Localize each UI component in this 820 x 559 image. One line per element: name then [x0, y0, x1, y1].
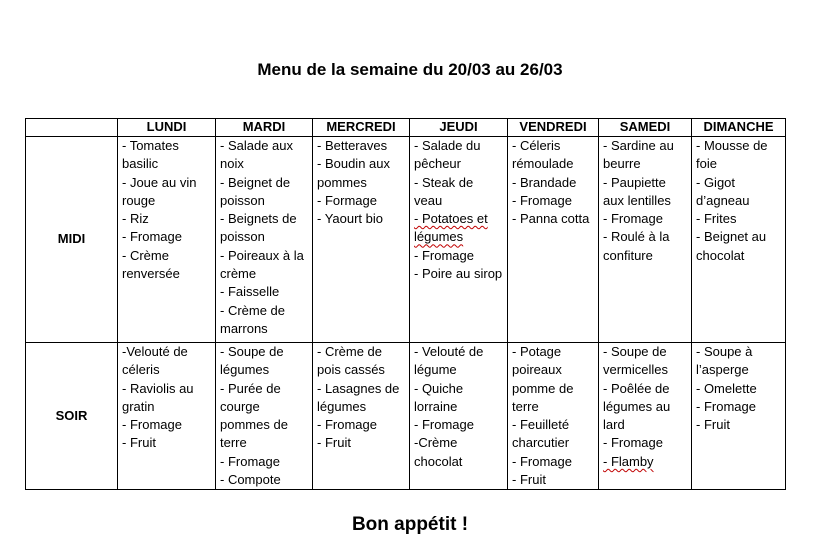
dish-item: - Fromage: [122, 229, 182, 245]
dish-item: - Fruit: [122, 435, 156, 451]
menu-cell: [508, 137, 599, 343]
menu-body: [26, 137, 786, 490]
dish-item: - Poêlée de légumes au lard: [603, 380, 671, 433]
dish-item: - Riz: [122, 211, 149, 227]
dish-item: - Betteraves: [317, 138, 388, 153]
menu-cell: [599, 343, 692, 490]
dish-item: - Céleris rémoulade: [512, 138, 574, 172]
dish-item: - Roulé à la confiture: [603, 229, 670, 263]
header-row: [26, 119, 786, 137]
page-title: Menu de la semaine du 20/03 au 26/03: [257, 60, 563, 79]
dish-item: - Crème de pois cassés: [317, 344, 385, 378]
dish-item: - Yaourt bio: [317, 211, 384, 227]
dish-item: - Fruit: [317, 435, 351, 451]
dish-item: - Fromage: [414, 417, 474, 433]
dish-item: - Brandade: [512, 174, 577, 190]
dish-item: - Salade aux noix: [220, 138, 293, 172]
dish-item: - Soupe de vermicelles: [603, 344, 669, 378]
meal-row-midi: [26, 137, 786, 343]
corner-cell: [26, 119, 118, 137]
dish-item: - Omelette: [696, 380, 757, 396]
dish-item: - Tomates basilic: [122, 138, 179, 172]
dish-item: - Soupe de légumes: [220, 344, 284, 378]
dish-item: - Potage poireaux pomme de terre: [512, 344, 574, 414]
menu-cell: [216, 343, 313, 490]
meal-label: SOIR: [26, 343, 118, 490]
menu-cell: [692, 343, 786, 490]
dish-item: - Crème renversée: [122, 247, 180, 282]
dish-item: - Fromage: [414, 247, 474, 263]
dish-item: - Compote: [220, 472, 281, 488]
dish-item: - Frites: [696, 211, 737, 227]
day-header: VENDREDI: [508, 119, 599, 137]
dish-item: - Boudin aux pommes: [317, 156, 390, 190]
dish-item: - Crème de marrons: [220, 302, 286, 336]
dish-item: - Joue au vin rouge: [122, 174, 197, 208]
dish-item: - Beignet au chocolat: [696, 229, 767, 263]
dish-item: - Mousse de foie: [696, 138, 768, 172]
dish-item: - Flamby: [603, 453, 654, 469]
closing-message: Bon appétit !: [351, 514, 469, 535]
dish-item: -Crème chocolat: [414, 435, 463, 469]
dish-item: - Poire au sirop: [414, 266, 503, 282]
weekly-menu-table: [25, 118, 786, 490]
dish-item: - Potatoes et légumes: [414, 211, 488, 245]
dish-item: - Raviolis au gratin: [122, 380, 194, 414]
dish-item: - Fromage: [512, 453, 572, 469]
dish-item: - Panna cotta: [512, 211, 590, 227]
day-header: LUNDI: [118, 119, 216, 137]
menu-cell: [599, 137, 692, 343]
dish-item: - Salade du pêcheur: [414, 138, 481, 172]
menu-cell: [410, 343, 508, 490]
dish-item: - Fruit: [696, 417, 730, 433]
day-header: JEUDI: [410, 119, 508, 137]
menu-cell: [118, 343, 216, 490]
dish-item: - Poireaux à la crème: [220, 247, 304, 282]
dish-item: - Velouté de légume: [414, 344, 484, 378]
dish-item: - Lasagnes de légumes: [317, 380, 400, 414]
menu-cell: [410, 137, 508, 343]
dish-item: - Fromage: [317, 417, 377, 433]
day-header: SAMEDI: [599, 119, 692, 137]
dish-item: - Fromage: [220, 453, 280, 469]
dish-item: - Fromage: [122, 417, 182, 433]
dish-item: - Quiche lorraine: [414, 380, 464, 414]
dish-item: - Formage: [317, 192, 377, 208]
day-header: MARDI: [216, 119, 313, 137]
dish-item: - Fromage: [603, 435, 663, 451]
dish-item: - Fromage: [696, 398, 756, 414]
menu-cell: [692, 137, 786, 343]
dish-item: - Beignet de poisson: [220, 174, 291, 208]
menu-cell: [313, 343, 410, 490]
dish-item: - Faisselle: [220, 284, 280, 300]
dish-item: - Fromage: [603, 211, 663, 227]
dish-item: - Fruit: [512, 472, 546, 488]
dish-item: - Feuilleté charcutier: [512, 417, 570, 451]
day-header: MERCREDI: [313, 119, 410, 137]
dish-item: - Paupiette aux lentilles: [603, 174, 671, 208]
dish-item: - Beignets de poisson: [220, 211, 297, 245]
menu-cell: [216, 137, 313, 343]
menu-cell: [118, 137, 216, 343]
day-header: DIMANCHE: [692, 119, 786, 137]
menu-cell: [508, 343, 599, 490]
meal-row-soir: [26, 343, 786, 490]
dish-item: - Purée de courge pommes de terre: [220, 380, 288, 451]
dish-item: - Sardine au beurre: [603, 138, 674, 172]
meal-label: MIDI: [26, 137, 118, 343]
menu-cell: [313, 137, 410, 343]
dish-item: - Fromage: [512, 192, 572, 208]
dish-item: - Soupe à l’asperge: [696, 344, 753, 378]
dish-item: -Velouté de céleris: [122, 344, 188, 378]
dish-item: - Gigot d’agneau: [696, 174, 750, 208]
dish-item: - Steak de veau: [414, 174, 474, 208]
